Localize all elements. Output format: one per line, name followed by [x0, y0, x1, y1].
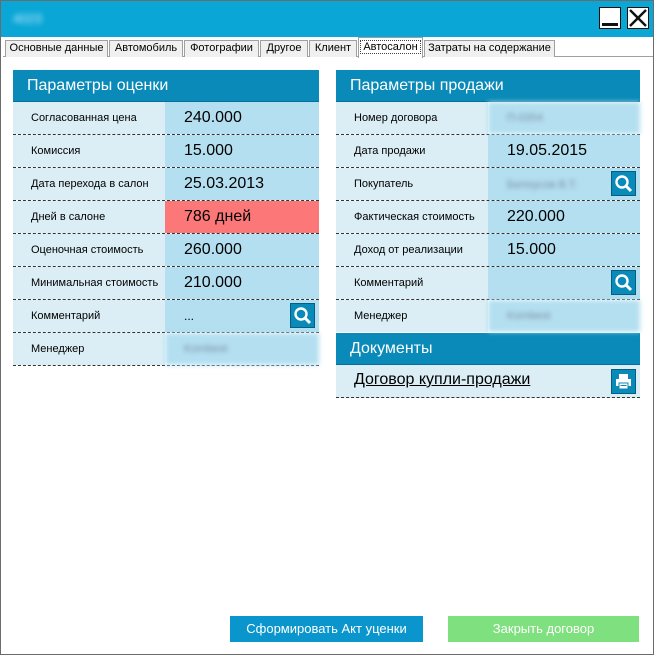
tab-photos[interactable] — [184, 40, 259, 57]
sale-row-buyer — [336, 168, 640, 201]
agreed-price-value[interactable]: 240.000 — [165, 102, 319, 134]
buyer-value[interactable] — [488, 168, 640, 200]
sale-header: Параметры продажи — [336, 70, 640, 102]
field-label: Дней в салоне — [13, 201, 165, 233]
field-label: Менеджер — [13, 333, 165, 365]
tab-label: Клиент — [314, 42, 352, 54]
documents-header: Документы — [336, 333, 640, 365]
comment-text: ... — [184, 309, 195, 323]
sale-row-actual-cost — [336, 201, 640, 234]
window-title: 4023 — [13, 11, 42, 26]
tab-basic-data[interactable] — [5, 40, 108, 57]
sales-contract-link[interactable]: Договор купли-продажи — [354, 371, 531, 388]
tab-label: Затраты на содержание — [428, 42, 551, 54]
valuation-header: Параметры оценки — [13, 70, 319, 102]
sale-row-sale-date — [336, 135, 640, 168]
min-cost-value[interactable]: 210.000 — [165, 267, 319, 299]
minimize-icon — [602, 23, 618, 26]
search-icon — [612, 271, 635, 294]
transfer-date-value[interactable]: 25.03.2013 — [165, 168, 319, 200]
document-item — [336, 365, 640, 398]
tab-label: Автомобиль — [114, 42, 178, 54]
valuation-row-appraised-cost — [13, 234, 319, 267]
sale-row-contract-number — [336, 102, 640, 135]
valuation-row-days-in-salon — [13, 201, 319, 234]
commission-value[interactable]: 15.000 — [165, 135, 319, 167]
tab-maintenance-costs[interactable] — [424, 40, 555, 57]
print-contract-button[interactable] — [611, 369, 636, 394]
field-label: Номер договора — [336, 102, 488, 134]
minimize-button[interactable] — [599, 7, 621, 29]
field-label: Оценочная стоимость — [13, 234, 165, 266]
valuation-row-comment — [13, 300, 319, 333]
field-label: Фактическая стоимость — [336, 201, 488, 233]
days-in-salon-value: 786 дней — [165, 201, 319, 233]
field-label: Покупатель — [336, 168, 488, 200]
field-label: Менеджер — [336, 300, 488, 332]
sale-manager-value[interactable]: Kombest — [488, 300, 640, 332]
tab-dealership[interactable] — [358, 37, 423, 58]
sale-row-income — [336, 234, 640, 267]
tab-label: Фотографии — [190, 42, 253, 54]
buyer-text: Белоусов В.Т. — [507, 179, 578, 191]
tab-label: Автосалон — [360, 40, 420, 54]
search-icon — [291, 304, 314, 327]
create-markdown-act-button[interactable]: Сформировать Акт уценки — [230, 616, 423, 642]
valuation-panel — [13, 70, 319, 366]
tab-client[interactable] — [309, 40, 357, 57]
sale-comment-value[interactable] — [488, 267, 640, 299]
close-window-button[interactable] — [627, 7, 649, 29]
field-label: Комментарий — [13, 300, 165, 332]
sale-date-value[interactable]: 19.05.2015 — [488, 135, 640, 167]
field-label: Дата продажи — [336, 135, 488, 167]
tab-car[interactable] — [109, 40, 183, 57]
close-icon — [628, 8, 648, 28]
valuation-row-min-cost — [13, 267, 319, 300]
income-value[interactable]: 15.000 — [488, 234, 640, 266]
search-icon — [612, 172, 635, 195]
tab-other[interactable] — [260, 40, 308, 57]
valuation-row-transfer-date — [13, 168, 319, 201]
field-label: Комиссия — [13, 135, 165, 167]
sale-comment-search-button[interactable] — [611, 270, 636, 295]
manager-value[interactable]: Kombest — [165, 333, 319, 365]
valuation-row-manager — [13, 333, 319, 366]
contract-number-value[interactable]: П-0354 — [488, 102, 640, 134]
close-contract-button[interactable]: Закрыть договор — [448, 616, 639, 642]
field-label: Комментарий — [336, 267, 488, 299]
comment-value[interactable] — [165, 300, 319, 332]
tab-label: Основные данные — [9, 42, 104, 54]
tab-bar — [3, 37, 653, 57]
sale-row-manager — [336, 300, 640, 333]
printer-icon — [612, 370, 635, 393]
sale-row-comment — [336, 267, 640, 300]
comment-search-button[interactable] — [290, 303, 315, 328]
buyer-search-button[interactable] — [611, 171, 636, 196]
sale-panel — [336, 70, 640, 398]
field-label: Минимальная стоимость — [13, 267, 165, 299]
field-label: Доход от реализации — [336, 234, 488, 266]
valuation-row-agreed-price — [13, 102, 319, 135]
title-bar — [1, 1, 653, 37]
field-label: Согласованная цена — [13, 102, 165, 134]
tab-label: Другое — [266, 42, 302, 54]
valuation-row-commission — [13, 135, 319, 168]
actual-cost-value[interactable]: 220.000 — [488, 201, 640, 233]
appraised-cost-value[interactable]: 260.000 — [165, 234, 319, 266]
field-label: Дата перехода в салон — [13, 168, 165, 200]
